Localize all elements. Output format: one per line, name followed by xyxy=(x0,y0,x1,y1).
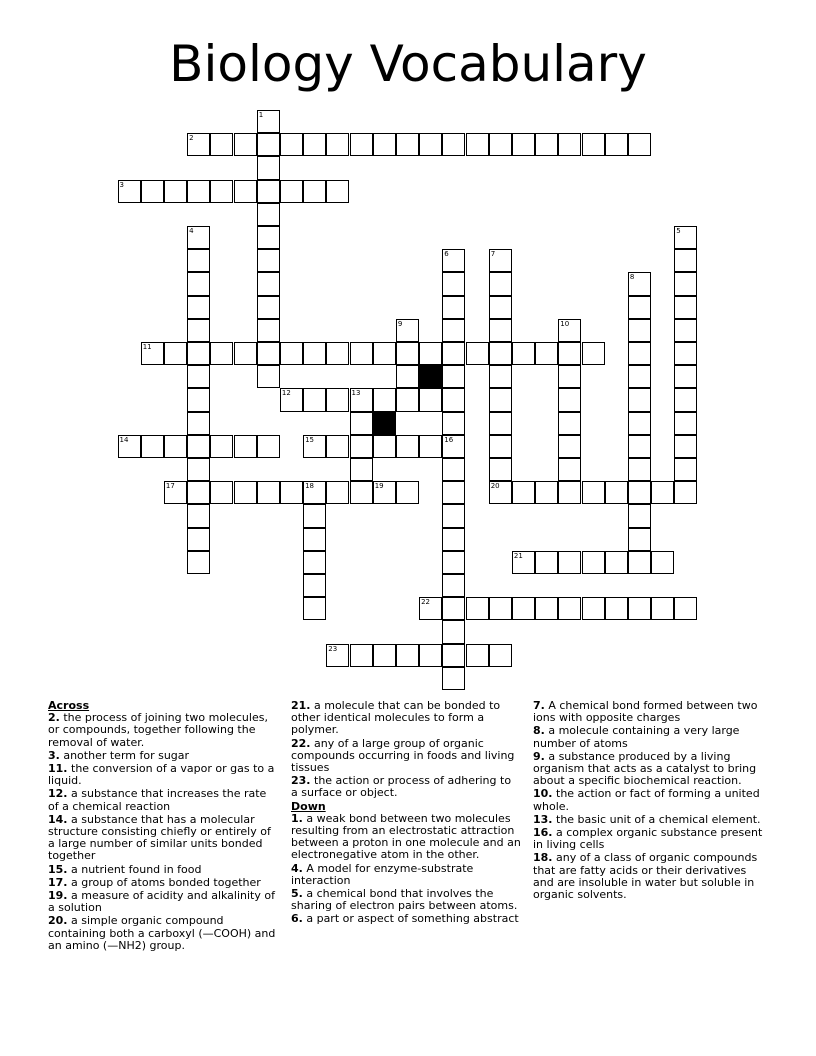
grid-cell[interactable] xyxy=(466,133,489,156)
grid-cell[interactable] xyxy=(582,597,605,620)
grid-cell[interactable] xyxy=(628,504,651,527)
grid-cell[interactable] xyxy=(303,597,326,620)
clue-number: 10 xyxy=(560,319,570,328)
clue-number-label: 3. xyxy=(48,748,60,762)
grid-cell[interactable] xyxy=(489,133,512,156)
grid-cell[interactable] xyxy=(489,319,512,342)
clue-number-label: 18. xyxy=(533,851,553,865)
grid-cell[interactable] xyxy=(210,481,233,504)
grid-cell[interactable] xyxy=(512,597,535,620)
grid-cell[interactable] xyxy=(234,481,257,504)
clue-text: a chemical bond that involves the sharing of electron pairs between atoms. xyxy=(291,887,518,913)
grid-cell[interactable] xyxy=(535,597,558,620)
grid-cell[interactable] xyxy=(187,319,210,342)
grid-cell[interactable] xyxy=(674,365,697,388)
across-clue xyxy=(48,877,278,889)
grid-cell[interactable] xyxy=(628,458,651,481)
grid-cell[interactable] xyxy=(303,342,326,365)
clue-number: 20 xyxy=(490,482,500,491)
grid-cell[interactable] xyxy=(558,412,581,435)
clue-number-label: 23. xyxy=(291,774,311,788)
across-clue xyxy=(48,915,278,952)
grid-cell[interactable] xyxy=(674,412,697,435)
down-clue xyxy=(533,751,765,788)
grid-cell[interactable] xyxy=(350,342,373,365)
clue-number-label: 2. xyxy=(48,711,60,725)
black-square xyxy=(373,412,396,435)
clue-text: a substance that has a molecular structure consisting chiefly or entirely of a large number of similar units bonded together xyxy=(48,812,271,863)
grid-cell[interactable] xyxy=(280,180,303,203)
clue-number-label: 22. xyxy=(291,736,311,750)
clue-text: the conversion of a vapor or gas to a liquid. xyxy=(48,762,275,788)
grid-cell[interactable] xyxy=(280,133,303,156)
grid-cell[interactable] xyxy=(674,388,697,411)
grid-cell[interactable] xyxy=(373,644,396,667)
clue-number-label: 14. xyxy=(48,812,68,826)
grid-cell[interactable] xyxy=(489,412,512,435)
grid-cell[interactable] xyxy=(628,319,651,342)
clue-number: 5 xyxy=(676,227,681,235)
grid-cell[interactable] xyxy=(674,319,697,342)
grid-cell[interactable] xyxy=(582,133,605,156)
clue-number: 9 xyxy=(397,319,403,328)
grid-cell[interactable] xyxy=(141,180,164,203)
grid-cell[interactable] xyxy=(164,435,187,458)
grid-cell[interactable] xyxy=(628,597,651,620)
grid-cell[interactable] xyxy=(489,435,512,458)
grid-cell[interactable] xyxy=(419,388,442,411)
clue-text: the action or process of adhering to a surface or object. xyxy=(291,774,512,800)
down-clue xyxy=(533,788,765,812)
clue-number-label: 11. xyxy=(48,762,68,776)
grid-cell[interactable] xyxy=(651,551,674,574)
clue-text: a weak bond between two molecules resulting from an electrostatic attraction between a proton in one molecule and an electronegative atom in the other. xyxy=(291,811,521,862)
across-clue xyxy=(48,864,278,876)
grid-cell[interactable] xyxy=(187,458,210,481)
grid-cell[interactable] xyxy=(187,249,210,272)
grid-cell[interactable] xyxy=(210,180,233,203)
across-clue xyxy=(48,788,278,812)
clue-number-label: 19. xyxy=(48,889,68,903)
grid-cell[interactable] xyxy=(605,481,628,504)
grid-cell[interactable] xyxy=(373,133,396,156)
grid-cell[interactable] xyxy=(628,481,651,504)
grid-cell[interactable] xyxy=(187,388,210,411)
grid-cell[interactable] xyxy=(628,551,651,574)
grid-cell[interactable] xyxy=(326,180,349,203)
grid-cell[interactable] xyxy=(442,644,465,667)
grid-cell[interactable] xyxy=(257,156,280,179)
down-heading: Down xyxy=(291,799,326,813)
grid-cell[interactable] xyxy=(396,435,419,458)
grid-cell[interactable] xyxy=(535,551,558,574)
grid-cell[interactable] xyxy=(442,342,465,365)
grid-cell[interactable] xyxy=(674,342,697,365)
clue-text: a substance that increases the rate of a chemical reaction xyxy=(48,787,267,813)
grid-cell[interactable] xyxy=(350,644,373,667)
clue-text: any of a class of organic compounds that are fatty acids or their derivatives and are insoluble in water but soluble in organic solvents. xyxy=(533,851,758,902)
clue-text: a molecule that can be bonded to other identical molecules to form a polymer. xyxy=(291,699,501,737)
grid-cell[interactable] xyxy=(326,481,349,504)
clue-number: 6 xyxy=(444,250,449,259)
grid-cell[interactable] xyxy=(466,597,489,620)
clue-number: 14 xyxy=(119,435,129,444)
across-clue xyxy=(48,750,278,762)
grid-cell[interactable] xyxy=(396,644,419,667)
grid-cell[interactable] xyxy=(187,342,210,365)
grid-cell[interactable] xyxy=(512,133,535,156)
grid-cell[interactable] xyxy=(326,388,349,411)
clue-number: 16 xyxy=(444,435,454,444)
grid-cell[interactable] xyxy=(674,249,697,272)
grid-cell[interactable] xyxy=(350,458,373,481)
clue-number: 8 xyxy=(629,273,635,282)
grid-cell[interactable] xyxy=(628,388,651,411)
grid-cell[interactable] xyxy=(628,365,651,388)
grid-cell[interactable] xyxy=(396,481,419,504)
grid-cell[interactable] xyxy=(558,597,581,620)
down-clue xyxy=(533,852,765,901)
grid-cell[interactable] xyxy=(419,133,442,156)
grid-cell[interactable] xyxy=(489,342,512,365)
grid-cell[interactable] xyxy=(257,203,280,226)
grid-cell[interactable] xyxy=(280,342,303,365)
down-clue xyxy=(291,863,521,887)
grid-cell[interactable] xyxy=(628,133,651,156)
grid-cell[interactable] xyxy=(512,342,535,365)
clue-number-label: 9. xyxy=(533,749,545,763)
grid-cell[interactable] xyxy=(303,133,326,156)
grid-cell[interactable] xyxy=(442,365,465,388)
clue-text: A chemical bond formed between two ions with opposite charges xyxy=(533,699,758,725)
clue-number-label: 15. xyxy=(48,862,68,876)
clue-number: 2 xyxy=(189,134,194,143)
clue-number: 13 xyxy=(351,389,361,398)
clues-column-1 xyxy=(48,700,278,953)
grid-cell[interactable] xyxy=(326,342,349,365)
grid-cell[interactable] xyxy=(442,296,465,319)
grid-cell[interactable] xyxy=(674,458,697,481)
clue-number-label: 6. xyxy=(291,912,303,926)
grid-cell[interactable] xyxy=(558,435,581,458)
grid-cell[interactable] xyxy=(396,133,419,156)
grid-cell[interactable] xyxy=(674,296,697,319)
grid-cell[interactable] xyxy=(442,528,465,551)
grid-cell[interactable] xyxy=(442,412,465,435)
grid-cell[interactable] xyxy=(234,435,257,458)
grid-cell[interactable] xyxy=(628,296,651,319)
grid-cell[interactable] xyxy=(442,504,465,527)
clue-number: 18 xyxy=(305,482,315,491)
grid-cell[interactable] xyxy=(326,435,349,458)
page-title: Biology Vocabulary xyxy=(169,35,647,93)
clue-number-label: 17. xyxy=(48,875,68,889)
grid-cell[interactable] xyxy=(187,412,210,435)
grid-cell[interactable] xyxy=(442,574,465,597)
grid-cell[interactable] xyxy=(628,342,651,365)
grid-cell[interactable] xyxy=(674,272,697,295)
grid-cell[interactable] xyxy=(187,435,210,458)
down-clue xyxy=(533,814,765,826)
grid-cell[interactable] xyxy=(187,365,210,388)
grid-cell[interactable] xyxy=(234,342,257,365)
across-heading: Across xyxy=(48,699,90,712)
grid-cell[interactable] xyxy=(674,597,697,620)
across-clue xyxy=(48,890,278,914)
clue-text: a group of atoms bonded together xyxy=(71,875,261,889)
grid-cell[interactable] xyxy=(558,458,581,481)
clue-text: the basic unit of a chemical element. xyxy=(556,812,761,826)
across-clue xyxy=(48,814,278,863)
grid-cell[interactable] xyxy=(442,667,465,690)
clue-number: 22 xyxy=(421,598,431,607)
grid-cell[interactable] xyxy=(535,133,558,156)
clue-text: a simple organic compound containing both a carboxyl (—COOH) and an amino (—NH2) group. xyxy=(48,914,276,952)
grid-cell[interactable] xyxy=(187,551,210,574)
grid-cell[interactable] xyxy=(303,388,326,411)
clue-number-label: 7. xyxy=(533,699,545,712)
across-clue xyxy=(291,775,521,799)
grid-cell[interactable] xyxy=(466,342,489,365)
clue-number: 3 xyxy=(119,180,124,189)
clue-number: 17 xyxy=(165,482,175,491)
grid-cell[interactable] xyxy=(535,481,558,504)
across-clue xyxy=(291,738,521,775)
grid-cell[interactable] xyxy=(628,435,651,458)
grid-cell[interactable] xyxy=(582,481,605,504)
grid-cell[interactable] xyxy=(558,133,581,156)
grid-cell[interactable] xyxy=(419,435,442,458)
grid-cell[interactable] xyxy=(489,597,512,620)
grid-cell[interactable] xyxy=(489,644,512,667)
down-clue xyxy=(291,813,521,862)
clue-number: 4 xyxy=(189,227,194,235)
grid-cell[interactable] xyxy=(210,342,233,365)
grid-cell[interactable] xyxy=(187,481,210,504)
down-clue xyxy=(533,700,765,724)
grid-cell[interactable] xyxy=(558,342,581,365)
grid-cell[interactable] xyxy=(489,388,512,411)
grid-cell[interactable] xyxy=(442,481,465,504)
grid-cell[interactable] xyxy=(396,365,419,388)
grid-cell[interactable] xyxy=(442,597,465,620)
clue-number-label: 21. xyxy=(291,699,311,712)
grid-cell[interactable] xyxy=(257,365,280,388)
grid-cell[interactable] xyxy=(442,458,465,481)
grid-cell[interactable] xyxy=(280,481,303,504)
clue-text: a nutrient found in food xyxy=(71,862,202,876)
grid-cell[interactable] xyxy=(558,388,581,411)
grid-cell[interactable] xyxy=(535,342,558,365)
clue-number-label: 8. xyxy=(533,724,545,738)
grid-cell[interactable] xyxy=(489,458,512,481)
grid-cell[interactable] xyxy=(350,481,373,504)
grid-cell[interactable] xyxy=(396,388,419,411)
clue-text: another term for sugar xyxy=(63,748,190,762)
grid-cell[interactable] xyxy=(558,551,581,574)
grid-cell[interactable] xyxy=(257,133,280,156)
grid-cell[interactable] xyxy=(628,412,651,435)
clue-number-label: 4. xyxy=(291,861,303,875)
grid-cell[interactable] xyxy=(628,528,651,551)
black-square xyxy=(419,365,442,388)
clue-text: a measure of acidity and alkalinity of a solution xyxy=(48,889,275,915)
grid-cell[interactable] xyxy=(210,133,233,156)
grid-cell[interactable] xyxy=(373,388,396,411)
grid-cell[interactable] xyxy=(442,551,465,574)
grid-cell[interactable] xyxy=(257,319,280,342)
clue-text: the process of joining two molecules, or compounds, together following the removal of water. xyxy=(48,711,268,749)
grid-cell[interactable] xyxy=(350,435,373,458)
grid-cell[interactable] xyxy=(442,133,465,156)
grid-cell[interactable] xyxy=(303,574,326,597)
grid-cell[interactable] xyxy=(419,644,442,667)
grid-cell[interactable] xyxy=(257,342,280,365)
clue-number-label: 5. xyxy=(291,887,303,901)
grid-cell[interactable] xyxy=(605,551,628,574)
down-clue xyxy=(291,888,521,912)
clue-number: 23 xyxy=(328,644,338,653)
grid-cell[interactable] xyxy=(605,133,628,156)
clue-number-label: 16. xyxy=(533,826,553,840)
grid-cell[interactable] xyxy=(605,597,628,620)
grid-cell[interactable] xyxy=(257,249,280,272)
clues-column-3 xyxy=(533,700,765,902)
grid-cell[interactable] xyxy=(303,180,326,203)
grid-cell[interactable] xyxy=(489,272,512,295)
grid-cell[interactable] xyxy=(442,272,465,295)
clue-number: 7 xyxy=(490,250,496,259)
grid-cell[interactable] xyxy=(257,481,280,504)
clue-text: a part or aspect of something abstract xyxy=(306,912,519,926)
clue-text: a molecule containing a very large number of atoms xyxy=(533,724,740,750)
grid-cell[interactable] xyxy=(187,180,210,203)
clue-text: any of a large group of organic compounds occurring in foods and living tissues xyxy=(291,736,515,775)
grid-cell[interactable] xyxy=(512,481,535,504)
clue-text: A model for enzyme-substrate interaction xyxy=(291,861,474,887)
clue-number: 15 xyxy=(305,435,315,444)
grid-cell[interactable] xyxy=(396,342,419,365)
clue-number-label: 1. xyxy=(291,811,303,825)
grid-cell[interactable] xyxy=(582,342,605,365)
grid-cell[interactable] xyxy=(257,180,280,203)
grid-cell[interactable] xyxy=(442,319,465,342)
clue-number: 19 xyxy=(374,482,384,491)
across-clue xyxy=(48,763,278,787)
grid-cell[interactable] xyxy=(442,388,465,411)
grid-cell[interactable] xyxy=(651,481,674,504)
grid-cell[interactable] xyxy=(234,133,257,156)
grid-cell[interactable] xyxy=(210,435,233,458)
clue-text: the action or fact of forming a united whole. xyxy=(533,787,760,813)
grid-cell[interactable] xyxy=(558,481,581,504)
grid-cell[interactable] xyxy=(466,644,489,667)
grid-cell[interactable] xyxy=(442,620,465,643)
grid-cell[interactable] xyxy=(674,435,697,458)
grid-cell[interactable] xyxy=(303,528,326,551)
grid-cell[interactable] xyxy=(303,504,326,527)
grid-cell[interactable] xyxy=(489,365,512,388)
down-clue xyxy=(291,913,521,925)
grid-cell[interactable] xyxy=(674,481,697,504)
grid-cell[interactable] xyxy=(257,296,280,319)
grid-cell[interactable] xyxy=(234,180,257,203)
clue-number: 12 xyxy=(281,389,291,398)
grid-cell[interactable] xyxy=(373,435,396,458)
grid-cell[interactable] xyxy=(187,504,210,527)
grid-cell[interactable] xyxy=(651,597,674,620)
down-clue xyxy=(533,725,765,749)
clue-number: 11 xyxy=(142,343,152,351)
grid-cell[interactable] xyxy=(164,180,187,203)
grid-cell[interactable] xyxy=(489,296,512,319)
grid-cell[interactable] xyxy=(558,365,581,388)
grid-cell[interactable] xyxy=(257,435,280,458)
clue-number: 21 xyxy=(513,551,523,560)
clues-column-2 xyxy=(291,700,521,927)
clue-number: 1 xyxy=(258,111,264,119)
grid-cell[interactable] xyxy=(582,551,605,574)
grid-cell[interactable] xyxy=(164,342,187,365)
clue-text: a complex organic substance present in living cells xyxy=(533,826,763,852)
across-clue xyxy=(48,712,278,749)
grid-cell[interactable] xyxy=(350,412,373,435)
across-clue xyxy=(291,700,521,737)
clue-number-label: 20. xyxy=(48,914,68,928)
grid-cell[interactable] xyxy=(303,551,326,574)
clue-number-label: 10. xyxy=(533,787,553,801)
grid-cell[interactable] xyxy=(373,342,396,365)
clue-number-label: 13. xyxy=(533,812,553,826)
grid-cell[interactable] xyxy=(141,435,164,458)
grid-cell[interactable] xyxy=(187,272,210,295)
grid-cell[interactable] xyxy=(350,133,373,156)
grid-cell[interactable] xyxy=(326,133,349,156)
clue-text: a substance produced by a living organism that acts as a catalyst to bring about a specific biochemical reaction. xyxy=(533,749,757,788)
grid-cell[interactable] xyxy=(187,528,210,551)
grid-cell[interactable] xyxy=(187,296,210,319)
grid-cell[interactable] xyxy=(257,226,280,249)
grid-cell[interactable] xyxy=(419,342,442,365)
grid-cell[interactable] xyxy=(257,272,280,295)
clue-number-label: 12. xyxy=(48,787,68,801)
down-clue xyxy=(533,827,765,851)
